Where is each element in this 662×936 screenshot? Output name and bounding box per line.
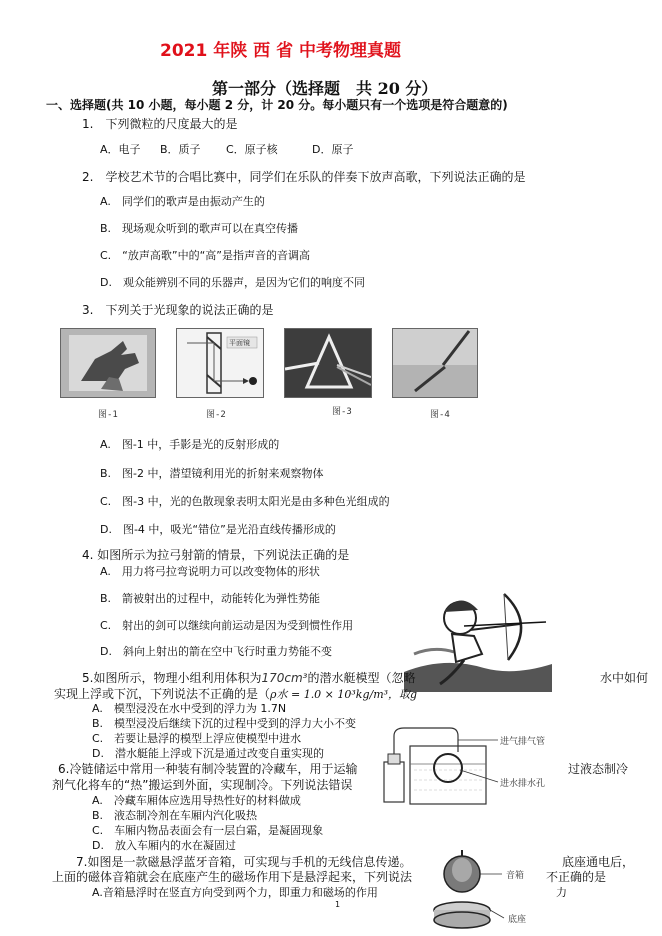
figure-3-prism <box>284 328 372 398</box>
q7-stem-line1-tail: 底座通电后， <box>562 855 635 869</box>
q6-option-a: A. 冷藏车厢体应选用导热性好的材料做成 <box>92 794 301 807</box>
q1-stem: 1. 下列微粒的尺度最大的是 <box>82 117 238 131</box>
q5-stem-line2: 实现上浮或下沉，下列说法不正确的是（ρ水 = 1.0 × 10³kg/m³，取g <box>54 687 418 701</box>
q4-option-c: C. 射出的剑可以继续向前运动是因为受到惯性作用 <box>100 619 354 632</box>
q2-option-b: B. 现场观众听到的歌声可以在真空传播 <box>100 222 299 235</box>
speaker-label: 音箱 <box>506 871 525 881</box>
submarine-model-figure <box>380 724 556 806</box>
q6-option-d: D. 放入车厢内的水在凝固过 <box>92 839 236 852</box>
q1-option-b: B．质子 <box>160 143 201 156</box>
q2-option-d: D. 观众能辨别不同的乐器声，是因为它们的响度不同 <box>100 276 365 289</box>
figure-3-label: 图-3 <box>332 407 352 417</box>
submarine-label-water-hole: 进水排水孔 <box>500 779 546 789</box>
q3-option-b: B. 图-2 中，潜望镜利用光的折射来观察物体 <box>100 467 324 480</box>
q1-option-d: D．原子 <box>312 143 354 156</box>
q5-stem-line1: 5.如图所示，物理小组利用体积为170cm³的潜水艇模型（忽略 <box>82 671 416 685</box>
figure-2-mirror-tag: 平面镜 <box>229 339 250 347</box>
archer-illustration <box>404 584 552 692</box>
submarine-label-vent-pipe: 进气排气管 <box>500 737 546 747</box>
q5-option-c: C. 若要让悬浮的模型上浮应使模型中进水 <box>92 732 302 745</box>
q4-option-b: B. 箭被射出的过程中，动能转化为弹性势能 <box>100 592 321 605</box>
q6-option-b: B. 液态制冷剂在车厢内汽化吸热 <box>92 809 258 822</box>
q7-stem-line2: 上面的磁体音箱就会在底座产生的磁场作用下是悬浮起来，下列说法 <box>52 870 413 884</box>
q6-stem-line1: 6.冷链储运中常用一种装有制冷装置的冷藏车，用于运输 <box>58 762 358 776</box>
q4-option-a: A. 用力将弓拉弯说明力可以改变物体的形状 <box>100 565 320 578</box>
q3-stem: 3. 下列关于光现象的说法正确的是 <box>82 303 274 317</box>
q4-option-d: D. 斜向上射出的箭在空中飞行时重力势能不变 <box>100 645 332 658</box>
figure-4-straw-in-water <box>392 328 478 398</box>
q7-option-a: A.音箱悬浮时在竖直方向受到两个力，即重力和磁场的作用 <box>92 886 378 899</box>
figure-4-label: 图-4 <box>430 410 450 420</box>
figure-2-periscope <box>176 328 264 398</box>
q3-option-a: A. 图-1 中，手影是光的反射形成的 <box>100 438 280 451</box>
q7-option-a-tail: 力 <box>556 886 567 899</box>
q6-option-c: C. 车厢内物品表面会有一层白霜，是凝固现象 <box>92 824 324 837</box>
q2-option-c: C. “放声高歌”中的“高”是指声音的音调高 <box>100 249 310 262</box>
q1-option-c: C．原子核 <box>226 143 278 156</box>
q5-option-a: A. 模型浸没在水中受到的浮力为 1.7N <box>92 702 287 715</box>
q3-option-d: D. 图-4 中，吸光“错位”是光沿直线传播形成的 <box>100 523 336 536</box>
figure-1-label: 图-1 <box>98 410 118 420</box>
q4-stem: 4. 如图所示为拉弓射箭的情景，下列说法正确的是 <box>82 548 350 562</box>
exam-title: 2021 年陕 西 省 中考物理真题 <box>160 41 401 61</box>
base-label: 底座 <box>508 915 527 925</box>
q5-option-d: D. 潜水艇能上浮或下沉是通过改变自重实现的 <box>92 747 324 760</box>
page-number: 1 <box>335 900 341 909</box>
q2-stem: 2. 学校艺术节的合唱比赛中，同学们在乐队的伴奏下放声高歌，下列说法正确的是 <box>82 170 526 184</box>
q6-stem-line2: 剂气化将车的“热”搬运到外面，实现制冷。下列说法错误 <box>52 778 353 792</box>
figure-1-hand-shadow <box>60 328 156 398</box>
section-instructions: 一、选择题(共 10 小题，每小题 2 分，计 20 分。每小题只有一个选项是符合题意的) <box>46 98 508 112</box>
q5-option-b: B. 模型浸没后继续下沉的过程中受到的浮力大小不变 <box>92 717 357 730</box>
q7-stem-line1: 7.如图是一款磁悬浮蓝牙音箱，可实现与手机的无线信息传递。 <box>76 855 412 869</box>
q6-stem-line1-tail: 过液态制冷 <box>568 762 629 776</box>
figure-2-label: 图-2 <box>206 410 226 420</box>
q5-stem-line1-tail: 水中如何 <box>600 671 649 685</box>
q7-stem-line2-tail: 不正确的是 <box>546 870 607 884</box>
q1-option-a: A．电子 <box>100 143 141 156</box>
maglev-speaker-figure <box>432 848 548 932</box>
part-heading: 第一部分（选择题 共 20 分） <box>212 79 438 98</box>
q3-option-c: C. 图-3 中，光的色散现象表明太阳光是由多种色光组成的 <box>100 495 390 508</box>
q2-option-a: A. 同学们的歌声是由振动产生的 <box>100 195 265 208</box>
